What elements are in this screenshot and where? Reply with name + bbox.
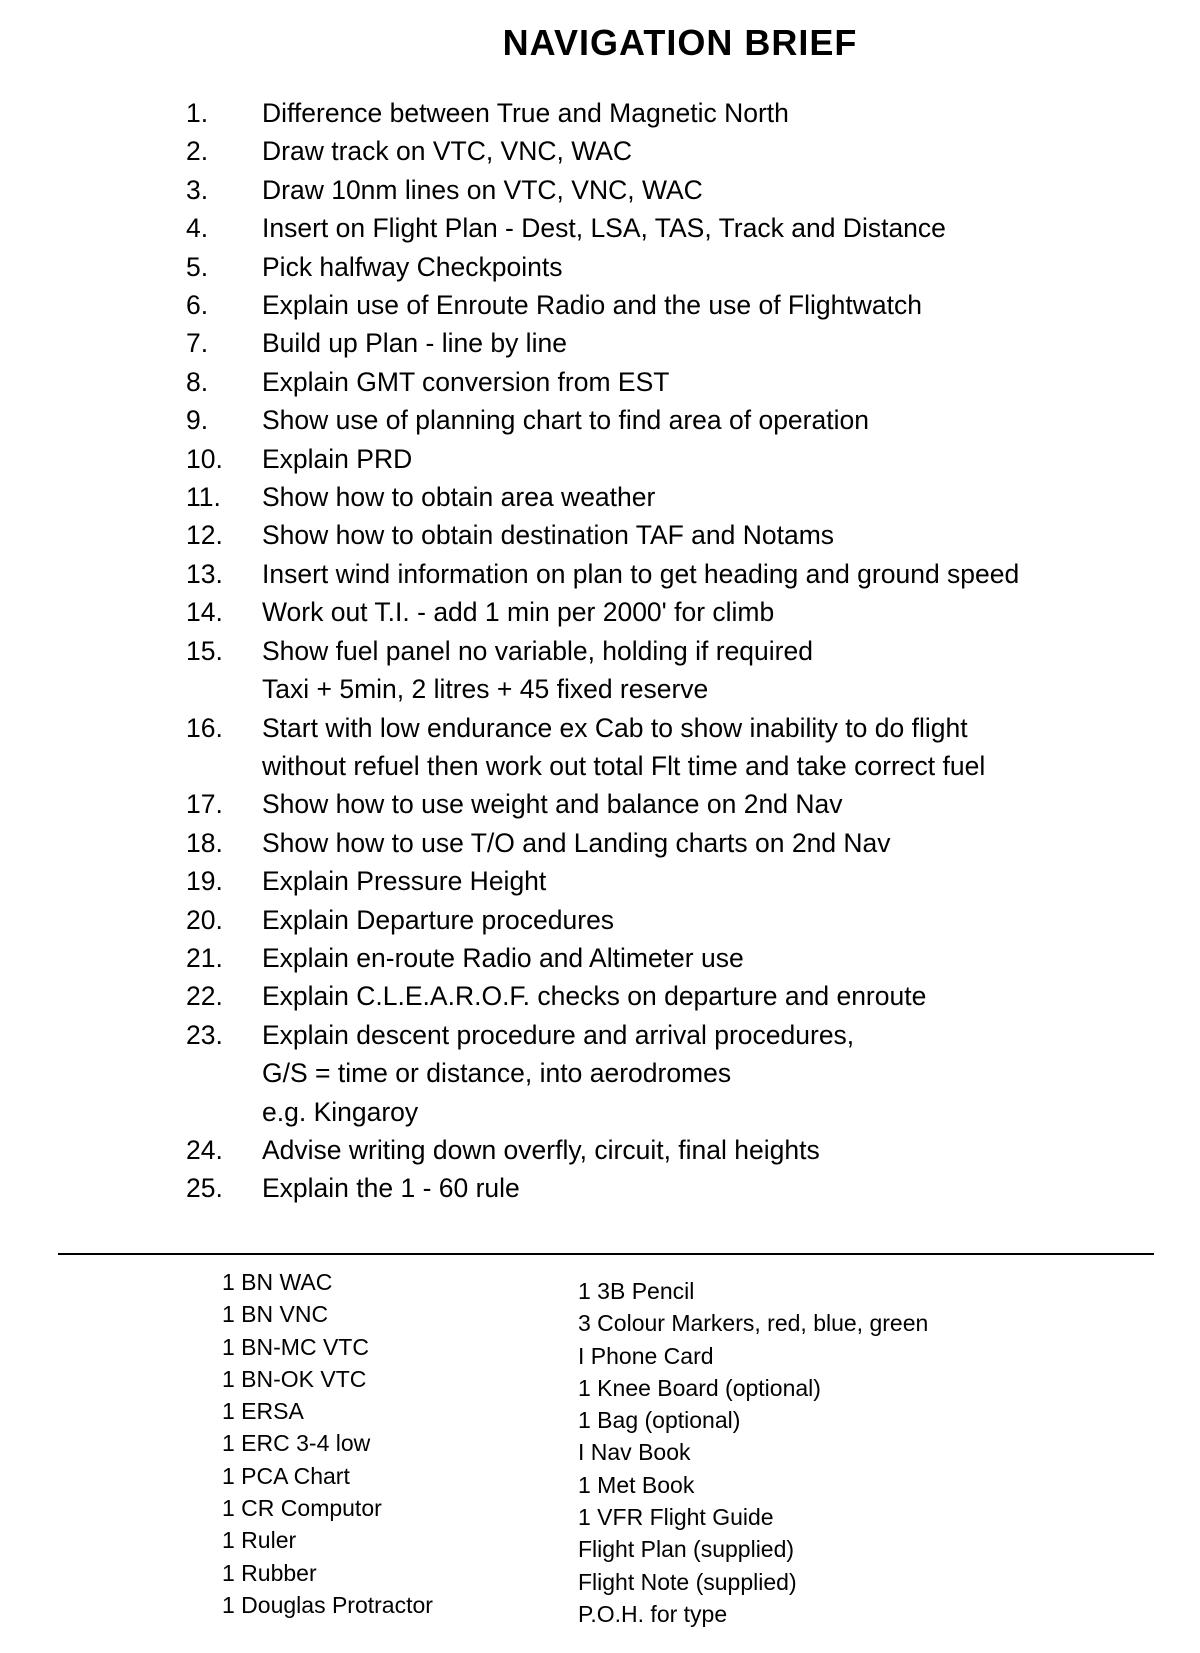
item-number: 9. bbox=[186, 405, 209, 436]
item-text bbox=[262, 785, 1146, 823]
item-text bbox=[262, 286, 1146, 324]
item-text-line: Pick halfway Checkpoints bbox=[262, 251, 563, 282]
equipment-item: 1 BN VNC bbox=[222, 1301, 329, 1328]
item-number: 13. bbox=[186, 558, 223, 589]
item-text bbox=[262, 977, 1146, 1015]
list-item bbox=[186, 248, 1146, 286]
equipment-item: P.O.H. for type bbox=[578, 1600, 728, 1627]
item-text-line: Explain use of Enroute Radio and the use of Flightwatch bbox=[262, 290, 922, 321]
item-number: 8. bbox=[186, 366, 209, 397]
equipment-item: I Phone Card bbox=[578, 1342, 714, 1369]
item-text bbox=[262, 516, 1146, 554]
item-number: 20. bbox=[186, 904, 223, 935]
item-text bbox=[262, 1131, 1146, 1169]
item-number: 12. bbox=[186, 520, 223, 551]
item-text-line: Start with low endurance ex Cab to show inability to do flight bbox=[262, 712, 968, 743]
item-text-line: e.g. Kingaroy bbox=[262, 1096, 419, 1127]
item-text bbox=[262, 401, 1146, 439]
item-number: 4. bbox=[186, 213, 209, 244]
item-text-line: Show how to use weight and balance on 2nd Nav bbox=[262, 789, 843, 820]
item-text-line: Show how to obtain destination TAF and Notams bbox=[262, 520, 835, 551]
equipment-item: 1 CR Computor bbox=[222, 1495, 382, 1522]
list-item bbox=[186, 785, 1146, 823]
item-text bbox=[262, 478, 1146, 516]
list-item bbox=[186, 286, 1146, 324]
equipment-list-right bbox=[578, 1275, 928, 1630]
item-number: 3. bbox=[186, 174, 209, 205]
equipment-item: 1 Ruler bbox=[222, 1527, 297, 1554]
item-text bbox=[262, 901, 1146, 939]
item-text-line: Build up Plan - line by line bbox=[262, 328, 567, 359]
item-text bbox=[262, 324, 1146, 362]
equipment-item: 1 Bag (optional) bbox=[578, 1407, 741, 1434]
item-text bbox=[262, 132, 1146, 170]
item-text-line: Show how to use T/O and Landing charts on 2nd Nav bbox=[262, 827, 891, 858]
brief-list bbox=[186, 94, 1146, 1208]
item-number: 10. bbox=[186, 443, 223, 474]
item-text-line: G/S = time or distance, into aerodromes bbox=[262, 1058, 732, 1089]
equipment-item: 1 PCA Chart bbox=[222, 1462, 350, 1489]
equipment-item: Flight Note (supplied) bbox=[578, 1568, 797, 1595]
item-text-line: Advise writing down overfly, circuit, final heights bbox=[262, 1134, 820, 1165]
page-title: NAVIGATION BRIEF bbox=[502, 22, 858, 63]
equipment-item: 1 Douglas Protractor bbox=[222, 1591, 433, 1618]
list-item bbox=[186, 709, 1146, 786]
item-number: 7. bbox=[186, 328, 209, 359]
item-number: 25. bbox=[186, 1173, 223, 1204]
equipment-item: 1 3B Pencil bbox=[578, 1278, 695, 1304]
item-text bbox=[262, 862, 1146, 900]
list-item bbox=[186, 1169, 1146, 1207]
equipment-item: 1 VFR Flight Guide bbox=[578, 1504, 774, 1531]
item-text bbox=[262, 440, 1146, 478]
list-item bbox=[186, 977, 1146, 1015]
item-text-line: Explain descent procedure and arrival procedures, bbox=[262, 1019, 855, 1050]
list-item bbox=[186, 324, 1146, 362]
item-text-line: Explain Pressure Height bbox=[262, 866, 547, 897]
list-item bbox=[186, 440, 1146, 478]
list-item bbox=[186, 901, 1146, 939]
item-text bbox=[262, 824, 1146, 862]
item-text-line: Insert on Flight Plan - Dest, LSA, TAS, Track and Distance bbox=[262, 213, 946, 244]
item-text bbox=[262, 709, 1146, 786]
equipment-item: 3 Colour Markers, red, blue, green bbox=[578, 1310, 929, 1337]
item-number: 16. bbox=[186, 712, 223, 743]
list-item bbox=[186, 171, 1146, 209]
item-number: 15. bbox=[186, 635, 223, 666]
item-text-line: Explain Departure procedures bbox=[262, 904, 615, 935]
item-number: 5. bbox=[186, 251, 209, 282]
equipment-item: 1 BN WAC bbox=[222, 1269, 333, 1295]
equipment-item: 1 Rubber bbox=[222, 1559, 317, 1586]
item-text bbox=[262, 248, 1146, 286]
item-number: 14. bbox=[186, 597, 223, 628]
list-item bbox=[186, 363, 1146, 401]
list-item bbox=[186, 939, 1146, 977]
list-item bbox=[186, 1131, 1146, 1169]
list-item bbox=[186, 862, 1146, 900]
list-item bbox=[186, 132, 1146, 170]
equipment-item: 1 ERSA bbox=[222, 1398, 304, 1425]
item-text bbox=[262, 1169, 1146, 1207]
item-text bbox=[262, 632, 1146, 709]
item-number: 21. bbox=[186, 942, 223, 973]
item-text-line: Draw track on VTC, VNC, WAC bbox=[262, 136, 633, 167]
item-text-line: Explain en-route Radio and Altimeter use bbox=[262, 942, 744, 973]
equipment-item: 1 Knee Board (optional) bbox=[578, 1374, 821, 1401]
equipment-item: Flight Plan (supplied) bbox=[578, 1536, 795, 1563]
item-number: 22. bbox=[186, 981, 223, 1012]
list-item bbox=[186, 478, 1146, 516]
item-text-line: Work out T.I. - add 1 min per 2000' for climb bbox=[262, 597, 775, 628]
item-text-line: Insert wind information on plan to get heading and ground speed bbox=[262, 558, 1020, 589]
equipment-item: I Nav Book bbox=[578, 1439, 691, 1466]
item-number: 2. bbox=[186, 136, 209, 167]
item-text-line: Explain GMT conversion from EST bbox=[262, 366, 670, 397]
section-divider bbox=[58, 1253, 1154, 1255]
item-number: 11. bbox=[186, 482, 221, 513]
item-text-line: Taxi + 5min, 2 litres + 45 fixed reserve bbox=[262, 674, 709, 705]
equipment-item: 1 ERC 3-4 low bbox=[222, 1430, 371, 1457]
list-item bbox=[186, 1016, 1146, 1131]
equipment-item: 1 Met Book bbox=[578, 1471, 695, 1498]
list-item bbox=[186, 824, 1146, 862]
equipment-item: 1 BN-MC VTC bbox=[222, 1333, 369, 1360]
list-item bbox=[186, 94, 1146, 132]
item-text bbox=[262, 1016, 1146, 1131]
item-text-line: Show fuel panel no variable, holding if required bbox=[262, 635, 813, 666]
item-number: 18. bbox=[186, 827, 223, 858]
list-item bbox=[186, 555, 1146, 593]
item-text bbox=[262, 171, 1146, 209]
item-text bbox=[262, 94, 1146, 132]
item-text-line: Explain the 1 - 60 rule bbox=[262, 1173, 520, 1204]
item-number: 17. bbox=[186, 789, 223, 820]
item-number: 24. bbox=[186, 1134, 223, 1165]
item-text bbox=[262, 555, 1146, 593]
item-number: 6. bbox=[186, 290, 209, 321]
list-item bbox=[186, 632, 1146, 709]
item-text-line: Show how to obtain area weather bbox=[262, 482, 656, 513]
item-text bbox=[262, 363, 1146, 401]
list-item bbox=[186, 209, 1146, 247]
item-text-line: Difference between True and Magnetic North bbox=[262, 98, 789, 128]
list-item bbox=[186, 401, 1146, 439]
item-text bbox=[262, 939, 1146, 977]
item-text bbox=[262, 593, 1146, 631]
list-item bbox=[186, 593, 1146, 631]
item-text-line: Explain C.L.E.A.R.O.F. checks on departure and enroute bbox=[262, 981, 927, 1012]
item-text bbox=[262, 209, 1146, 247]
item-text-line: without refuel then work out total Flt time and take correct fuel bbox=[262, 750, 986, 781]
item-number: 23. bbox=[186, 1019, 223, 1050]
equipment-list-left bbox=[222, 1266, 433, 1621]
item-text-line: Explain PRD bbox=[262, 443, 413, 474]
item-text-line: Draw 10nm lines on VTC, VNC, WAC bbox=[262, 174, 703, 205]
equipment-item: 1 BN-OK VTC bbox=[222, 1365, 367, 1392]
item-number: 1. bbox=[186, 98, 209, 128]
item-number: 19. bbox=[186, 866, 223, 897]
item-text-line: Show use of planning chart to find area of operation bbox=[262, 405, 869, 436]
list-item bbox=[186, 516, 1146, 554]
